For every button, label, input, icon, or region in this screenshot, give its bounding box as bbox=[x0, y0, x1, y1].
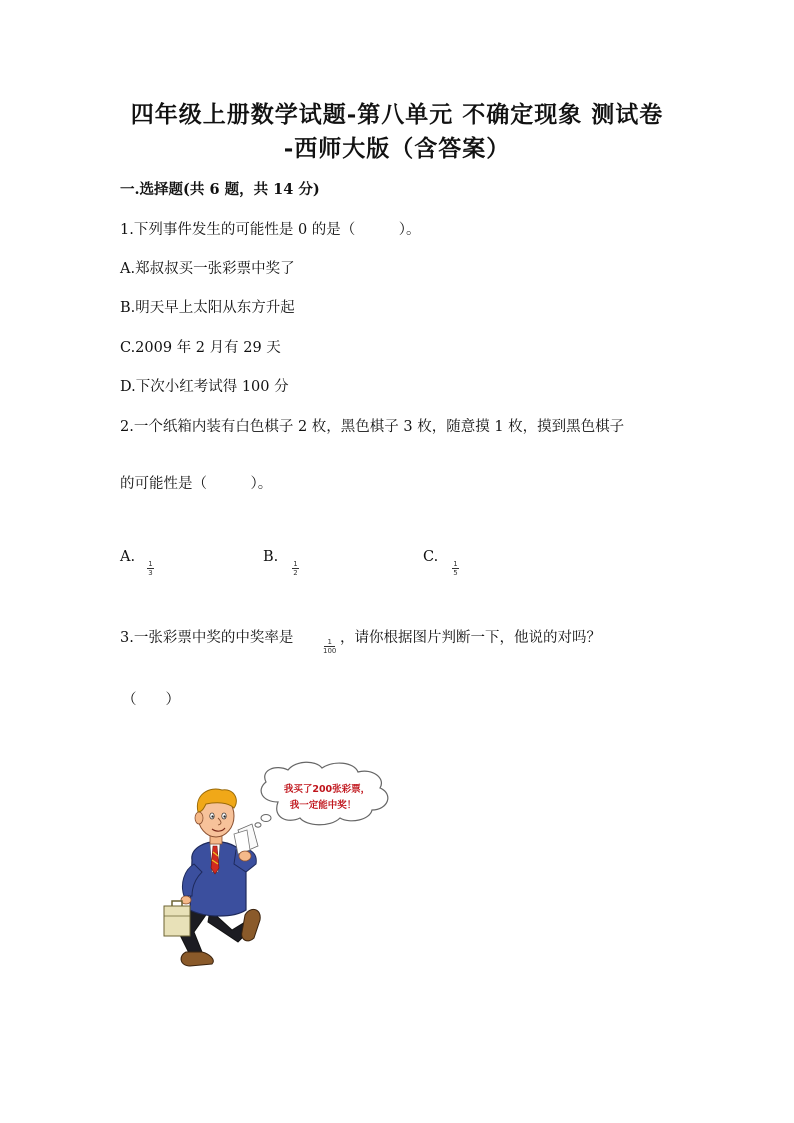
q2-option-b-fraction bbox=[292, 560, 299, 577]
fraction-numerator: 1 bbox=[293, 560, 298, 568]
q1-option-d: D.下次小红考试得 100 分 bbox=[120, 379, 289, 395]
fraction-numerator: 1 bbox=[327, 638, 332, 646]
q1-stem: 1.下列事件发生的可能性是 0 的是（ ）。 bbox=[120, 222, 421, 238]
q3-answer-blank: （ ） bbox=[122, 692, 180, 708]
speech-line2: 我一定能中奖！ bbox=[289, 800, 357, 811]
fraction-numerator: 1 bbox=[148, 560, 153, 568]
lottery-man-illustration bbox=[150, 760, 420, 980]
q3-stem-before: 3.一张彩票中奖的中奖率是 bbox=[120, 630, 294, 646]
q1-option-a: A.郑叔叔买一张彩票中奖了 bbox=[120, 261, 295, 277]
q2-option-b-label: B. bbox=[263, 549, 279, 565]
section-heading: 一.选择题(共 6 题，共 14 分) bbox=[120, 181, 320, 198]
fraction-numerator: 1 bbox=[453, 560, 458, 568]
speech-bubble bbox=[255, 762, 388, 827]
page-title-line1: 四年级上册数学试题-第八单元 不确定现象 测试卷 bbox=[130, 101, 664, 128]
q2-option-c-label: C. bbox=[423, 549, 439, 565]
q1-option-c: C.2009 年 2 月有 29 天 bbox=[120, 340, 281, 356]
q2-stem-line1: 2.一个纸箱内装有白色棋子 2 枚，黑色棋子 3 枚，随意摸 1 枚，摸到黑色棋子 bbox=[120, 419, 625, 435]
q1-option-b: B.明天早上太阳从东方升起 bbox=[120, 300, 295, 316]
man-figure bbox=[164, 789, 260, 966]
fraction-denominator: 100 bbox=[323, 647, 337, 655]
q3-fraction bbox=[323, 638, 336, 655]
q2-stem-line2: 的可能性是（ ）。 bbox=[120, 476, 273, 492]
q2-option-c-fraction bbox=[452, 560, 459, 577]
q3-stem-after: ，请你根据图片判断一下，他说的对吗？ bbox=[340, 630, 601, 646]
q2-option-a-label: A. bbox=[120, 549, 136, 565]
page-title-line2: -西师大版（含答案） bbox=[283, 135, 511, 162]
speech-line1: 我买了200张彩票， bbox=[283, 784, 371, 795]
fraction-denominator: 2 bbox=[293, 569, 298, 577]
fraction-denominator: 5 bbox=[453, 569, 458, 577]
fraction-denominator: 3 bbox=[148, 569, 153, 577]
q2-option-a-fraction bbox=[147, 560, 154, 577]
